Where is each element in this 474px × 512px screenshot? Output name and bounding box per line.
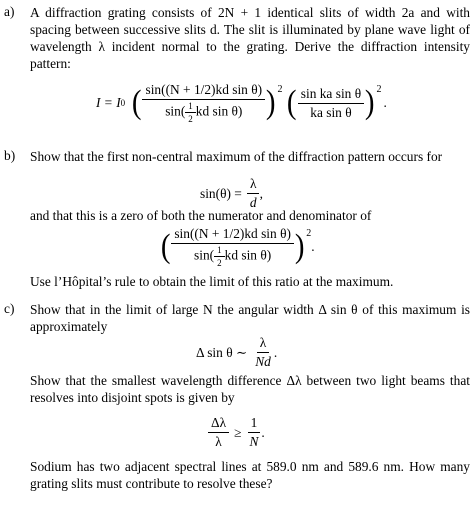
ratio-equation: ( sin((N + 1/2)kd sin θ) sin( $\frac{1}{2}$ kd sin θ) ) 2 . [160, 226, 315, 268]
part-a-label: a) [4, 4, 15, 19]
part-a-text: A diffraction grating consists of 2N + 1 identical slits of width 2a and with spacing between successive slits d. The slit is illuminated by plane wave light of wavelength λ incident normal to the grating. Derive the diffraction intensity pattern: [30, 5, 470, 71]
resolving-power-equation: $\frac{\Delta\lambda}{\lambda}$ ≥ $\frac{1}{N}$ . [208, 415, 265, 450]
intensity-equation: I = I 0 ( sin((N + 1/2)kd sin θ) sin( $\frac{1}{2}$ kd sin θ) ) 2 ( $\frac{\text{sin ka sin θ}}{\text{ka sin θ}}$ ) 2 . [96, 82, 387, 124]
part-c-text-2: Show that the smallest wavelength difference Δλ between two light beams that resolves into disjoint spots is given by [30, 373, 470, 405]
part-c [4, 301, 470, 335]
part-b [4, 148, 470, 165]
part-a [4, 4, 470, 72]
part-b-label: b) [4, 148, 16, 163]
angular-width-equation: Δ sin θ ∼ $\frac{\lambda}{Nd}$ . [196, 335, 278, 369]
part-c-text-1: Show that in the limit of large N the angular width Δ sin θ of this maximum is approximately [30, 302, 470, 334]
first-maximum-equation: sin(θ) = $\frac{\lambda}{d}$ , [200, 176, 263, 210]
part-b-text-3: Use l’Hôpital’s rule to obtain the limit of this ratio at the maximum. [30, 274, 394, 289]
part-b-text-2: and that this is a zero of both the numerator and denominator of [30, 208, 372, 223]
intensity-fraction-1: sin((N + 1/2)kd sin θ) sin( $\frac{1}{2}$ kd sin θ) [142, 82, 265, 124]
part-c-text-3: Sodium has two adjacent spectral lines at 589.0 nm and 589.6 nm. How many grating slits must contribute to resolve these? [30, 459, 470, 491]
intensity-fraction-2: $\frac{\text{sin ka sin θ}}{\text{ka sin θ}}$ [298, 86, 364, 121]
part-c-label: c) [4, 301, 15, 316]
part-b-text-1: Show that the first non-central maximum of the diffraction pattern occurs for [30, 149, 443, 164]
